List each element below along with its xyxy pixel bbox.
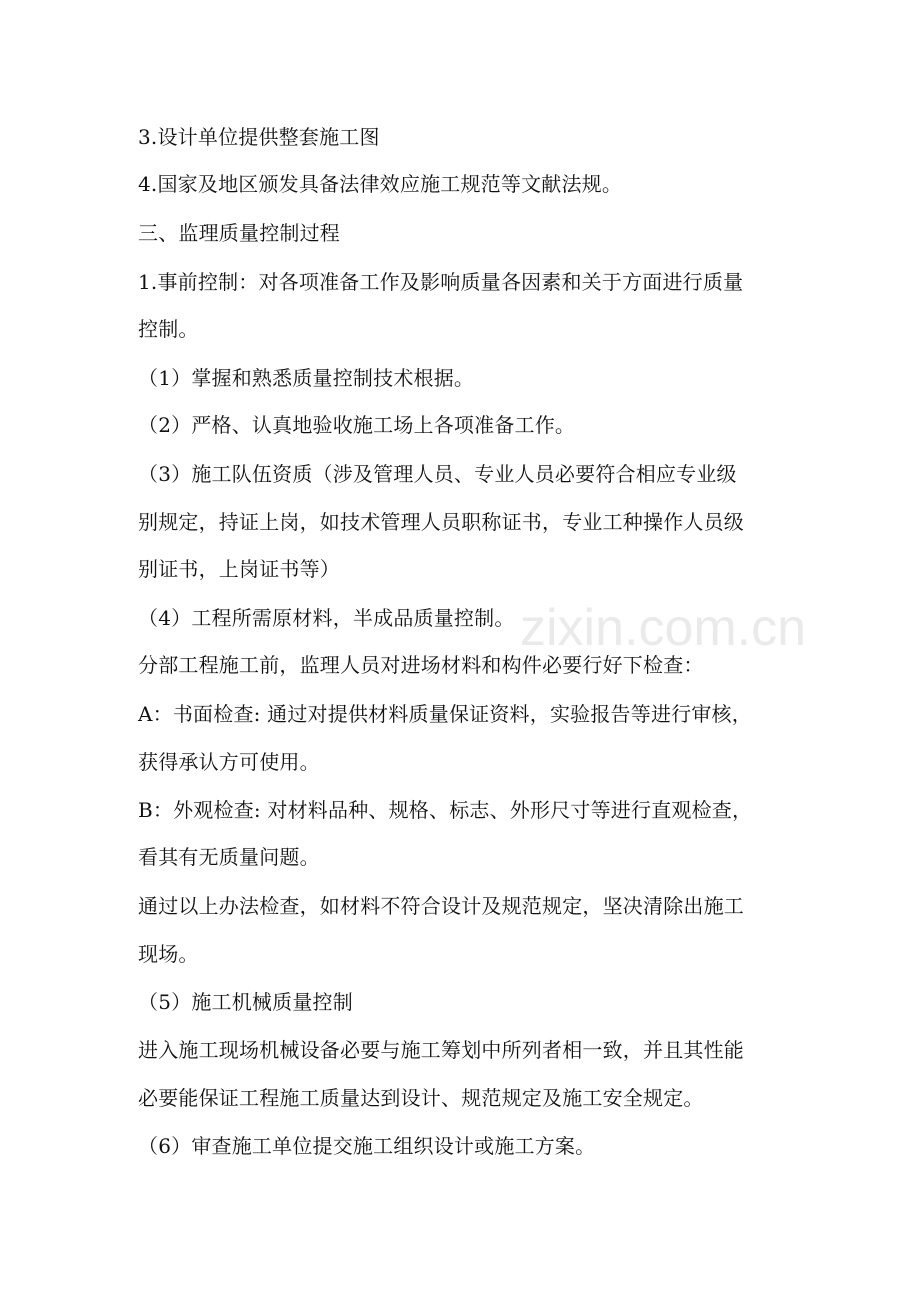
text-line-14: 获得承认方可使用。 bbox=[138, 750, 320, 774]
text-line-19: （5）施工机械质量控制 bbox=[138, 990, 353, 1014]
text-line-20: 进入施工现场机械设备必要与施工筹划中所列者相一致，并且其性能 bbox=[138, 1038, 744, 1062]
text-line-21: 必要能保证工程施工质量达到设计、规范规定及施工安全规定。 bbox=[138, 1086, 704, 1110]
text-line-7: （2）严格、认真地验收施工场上各项准备工作。 bbox=[138, 413, 576, 437]
text-line-22: （6）审查施工单位提交施工组织设计或施工方案。 bbox=[138, 1134, 596, 1158]
text-line-9: 别规定，持证上岗，如技术管理人员职称证书，专业工种操作人员级 bbox=[138, 510, 744, 534]
text-line-13: A：书面检查: 通过对提供材料质量保证资料，实验报告等进行审核， bbox=[138, 702, 752, 726]
text-line-11: （4）工程所需原材料，半成品质量控制。 bbox=[138, 606, 515, 630]
text-line-6: （1）掌握和熟悉质量控制技术根据。 bbox=[138, 366, 475, 390]
text-line-17: 通过以上办法检查，如材料不符合设计及规范规定，坚决清除出施工 bbox=[138, 894, 744, 918]
text-line-15: B：外观检查: 对材料品种、规格、标志、外形尺寸等进行直观检查， bbox=[138, 798, 753, 822]
text-line-16: 看其有无质量问题。 bbox=[138, 845, 320, 869]
text-line-8: （3）施工队伍资质（涉及管理人员、专业人员必要符合相应专业级 bbox=[138, 462, 737, 486]
text-line-1: 3.设计单位提供整套施工图 bbox=[138, 125, 380, 149]
text-line-4: 1.事前控制：对各项准备工作及影响质量各因素和关于方面进行质量 bbox=[138, 270, 744, 294]
watermark-text: zixin.com.cn bbox=[520, 599, 807, 657]
text-line-2: 4.国家及地区颁发具备法律效应施工规范等文献法规。 bbox=[138, 172, 623, 196]
text-line-10: 别证书，上岗证书等） bbox=[138, 557, 340, 581]
text-line-5: 控制。 bbox=[138, 317, 199, 341]
text-line-18: 现场。 bbox=[138, 942, 199, 966]
text-line-12: 分部工程施工前，监理人员对进场材料和构件必要行好下检查： bbox=[138, 653, 704, 677]
section-heading: 三、监理质量控制过程 bbox=[138, 221, 340, 245]
